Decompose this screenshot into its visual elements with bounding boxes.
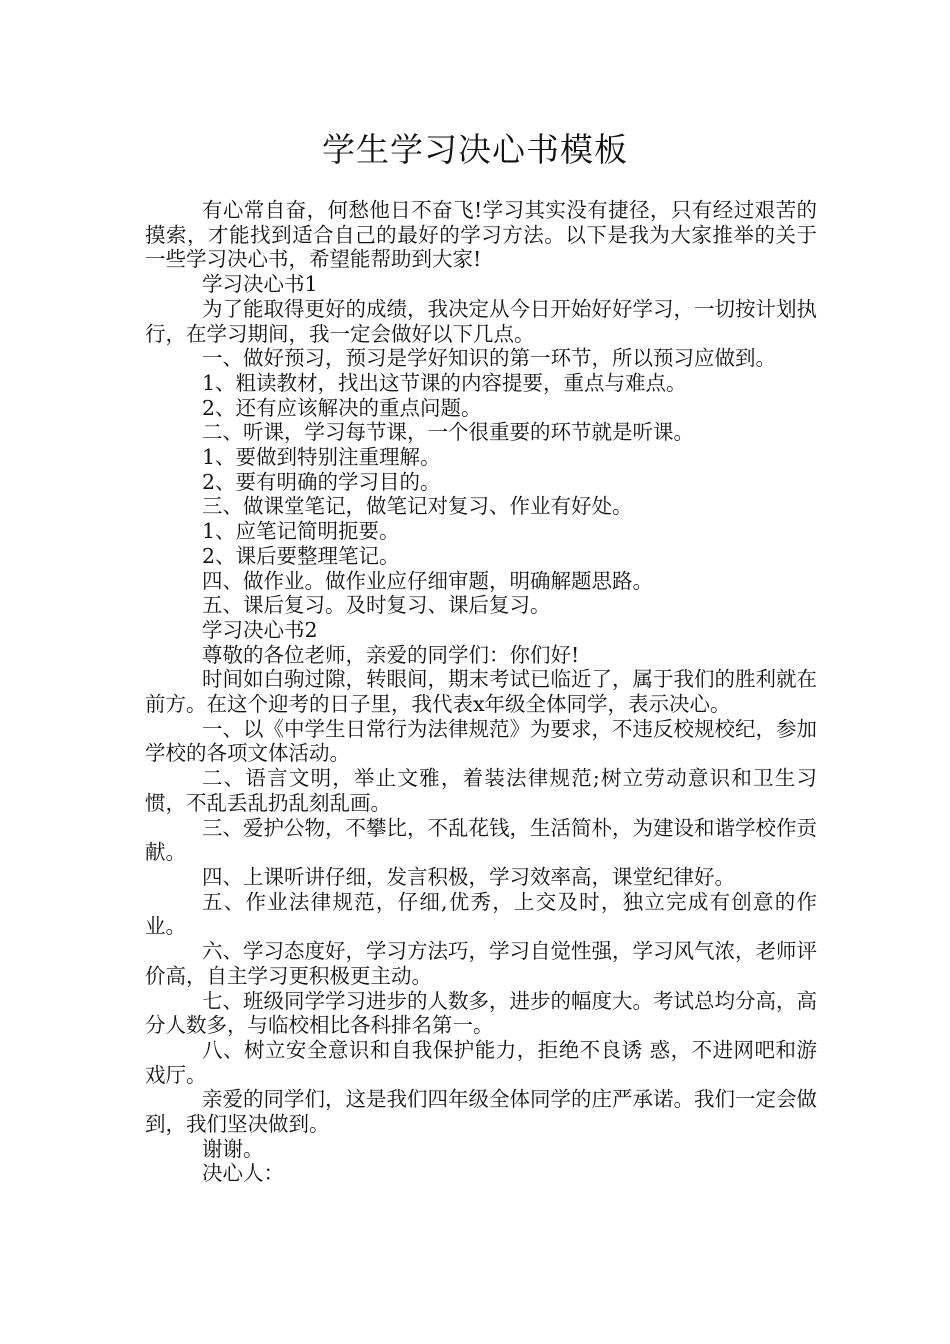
list-item: 四、做作业。做作业应仔细审题，明确解题思路。: [202, 568, 653, 593]
list-item: 2、还有应该解决的重点问题。: [202, 395, 482, 420]
paragraph: 时间如白驹过隙，转眼间，期末考试已临近了，属于我们的胜利就在前方。在这个迎考的日子里，我代表x年级全体同学，表示决心。: [145, 667, 817, 717]
list-item: 五、课后复习。及时复习、课后复习。: [202, 593, 551, 618]
list-item: 1、粗读教材，找出这节课的内容提要，重点与难点。: [202, 370, 687, 395]
list-item: 二、语言文明，举止文雅，着装法律规范;树立劳动意识和卫生习惯，不乱丢乱扔乱刻乱画。: [145, 766, 817, 815]
list-item: 1、要做到特别注重理解。: [202, 445, 441, 470]
closing-thanks: 谢谢。: [202, 1136, 264, 1161]
list-item: 一、做好预习，预习是学好知识的第一环节，所以预习应做到。: [202, 346, 776, 371]
document-body: [145, 198, 817, 1186]
list-item: 三、爱护公物，不攀比，不乱花钱，生活简朴，为建设和谐学校作贡献。: [145, 815, 817, 865]
list-item: 六、学习态度好，学习方法巧，学习自觉性强，学习风气浓，老师评价高，自主学习更积极更主动。: [145, 939, 817, 988]
paragraph-intro: 有心常自奋，何愁他日不奋飞!学习其实没有捷径，只有经过艰苦的摸索，才能找到适合自己的最好的学习方法。以下是我为大家推举的关于一些学习决心书，希望能帮助到大家!: [145, 198, 817, 272]
paragraph: 亲爱的同学们，这是我们四年级全体同学的庄严承诺。我们一定会做到，我们坚决做到。: [145, 1087, 817, 1137]
list-item: 七、班级同学学习进步的人数多，进步的幅度大。考试总均分高，高分人数多，与临校相比各科排名第一。: [145, 988, 817, 1038]
signature-line: 决心人：: [202, 1161, 284, 1186]
list-item: 1、应笔记简明扼要。: [202, 519, 400, 544]
section-heading-2: 学习决心书2: [202, 617, 318, 642]
list-item: 一、以《中学生日常行为法律规范》为要求，不违反校规校纪，参加学校的各项文体活动。: [145, 716, 817, 766]
salutation: 尊敬的各位老师，亲爱的同学们：你们好!: [202, 642, 580, 667]
list-item: 八、树立安全意识和自我保护能力，拒绝不良诱 惑，不进网吧和游戏厅。: [145, 1037, 817, 1087]
list-item: 2、要有明确的学习目的。: [202, 469, 441, 494]
list-item: 三、做课堂笔记，做笔记对复习、作业有好处。: [202, 494, 633, 519]
list-item: 二、听课，学习每节课，一个很重要的环节就是听课。: [202, 420, 694, 445]
list-item: 2、课后要整理笔记。: [202, 543, 400, 568]
paragraph: 为了能取得更好的成绩，我决定从今日开始好好学习，一切按计划执行，在学习期间，我一定会做好以下几点。: [145, 296, 817, 346]
section-heading-1: 学习决心书1: [202, 272, 318, 297]
list-item: 五、作业法律规范，仔细,优秀，上交及时，独立完成有创意的作业。: [145, 889, 817, 939]
list-item: 四、上课听讲仔细，发言积极，学习效率高，课堂纪律好。: [202, 864, 735, 889]
document-title: 学生学习决心书模板: [322, 130, 628, 169]
